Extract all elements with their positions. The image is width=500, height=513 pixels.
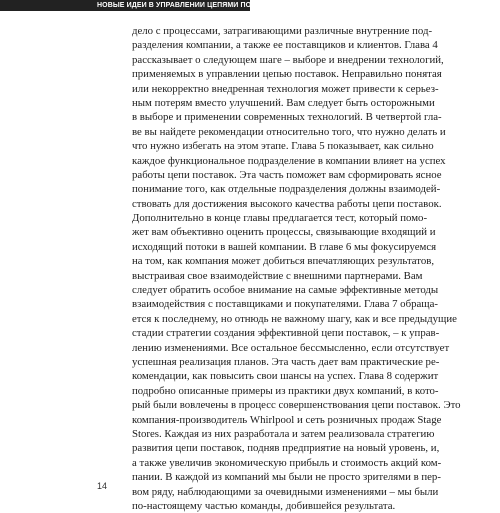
text-line: следует обратить особое внимание на самые эффективные методы [132,284,439,297]
text-line: на том, как компания может добиться впечатляющих результатов, [132,255,435,268]
running-title: НОВЫЕ ИДЕИ В УПРАВЛЕНИИ ЦЕПЯМИ ПОСТАВОК [97,2,281,9]
text-line: рый были вовлечены в процесс совершенствования цепи поставок. Это [132,399,461,412]
text-line: вом ряду, наблюдающими за очевидными изменениями – мы были [132,485,439,498]
text-line: Дополнительно в конце главы предлагается тест, который помо- [132,212,428,225]
page-number: 14 [97,481,108,491]
text-line: каждое функциональное подразделение в компании влияет на успех [132,154,446,167]
text-line: рассказывает о следующем шаге – выборе и внедрении технологий, [132,53,444,66]
text-line: Stores. Каждая из них разработала и затем реализовала стратегию [132,427,435,440]
text-line: компания-производитель Whirlpool и сеть розничных продаж Stage [132,413,442,426]
text-line: комендации, как повысить свои шансы на успех. Глава 8 содержит [132,370,439,383]
text-line: взаимодействия с поставщиками и покупателями. Глава 7 обраща- [132,298,438,311]
text-line: ным потерям вместо улучшений. Вам следует быть осторожными [132,96,435,109]
text-line: подробно описанные примеры из практики двух компаний, в кото- [132,384,439,397]
text-line: выстраивая свое взаимодействие с внешними партнерами. Вам [132,269,423,282]
text-line: развития цепи поставок, подняв предприятие на новый уровень, и, [132,442,440,455]
text-line: жет вам объективно оценить процессы, связывающие входящий и [132,226,436,239]
text-line: успешная реализация планов. Эта часть дает вам практические ре- [132,355,440,368]
text-line: понимание того, как отдельные подразделения должны взаимодей- [132,183,441,196]
text-line: применяемых в управлении цепью поставок. Неправильно понятая [132,68,442,81]
text-line: по-настоящему частью команды, добившейся результата. [132,499,396,512]
text-line: ется к последнему, но отнюдь не важному шагу, как и все предыдущие [132,312,457,325]
text-line: ве вы найдете рекомендации относительно того, что нужно делать и [132,125,446,138]
text-line: лению изменениями. Все остальное бессмысленно, если отсутствует [132,341,450,354]
text-line: ствовать для достижения высокого качества работы цепи поставок. [132,197,442,210]
text-line: что нужно избегать на этом этапе. Глава 5 показывает, как сильно [132,140,434,153]
text-line: а также увеличив экономическую прибыль и стоимость акций ком- [132,456,442,469]
text-line: стадии стратегии создания эффективной цепи поставок, – к управ- [132,327,440,340]
text-line: или некорректно внедренная технология может привести к серьез- [132,82,439,95]
text-line: работы цепи поставок. Эта часть поможет вам сформировать ясное [132,168,442,181]
text-line: пании. В каждой из компаний мы были не просто зрителями в пер- [132,471,441,484]
running-header [0,0,281,11]
text-line: дело с процессами, затрагивающими различные внутренние под- [132,25,433,37]
text-line: исходящий потоки в вашей компании. В главе 6 мы фокусируемся [132,240,437,253]
body-paragraph [132,24,461,513]
text-line: в выборе и применении современных технологий. В четвертой гла- [132,111,442,124]
text-line: разделения компании, а также ее поставщиков и клиентов. Глава 4 [132,39,438,52]
